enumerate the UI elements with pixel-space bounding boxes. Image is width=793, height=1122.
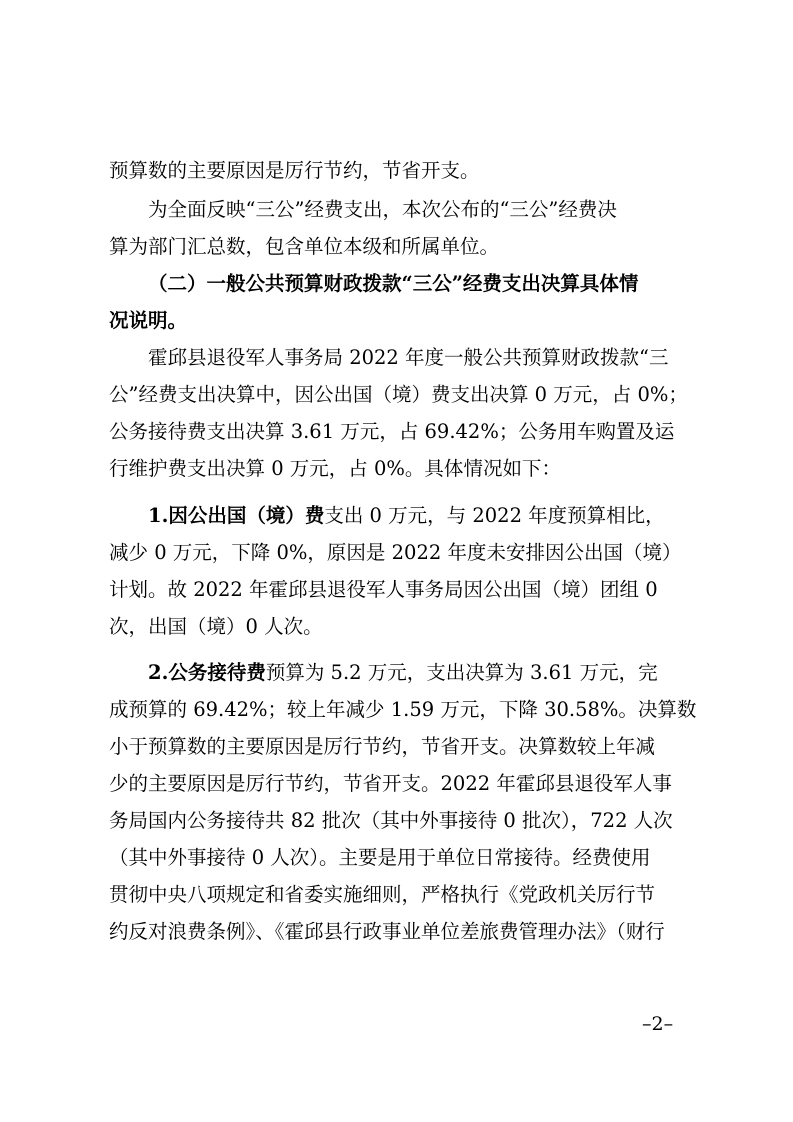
paragraph-line: [148, 505, 665, 527]
paragraph-line: 为全面反映“三公”经费支出，本次公布的“三公”经费决: [148, 198, 617, 221]
paragraph-line: 行维护费支出决算 0 万元，占 0%。具体情况如下：: [109, 457, 561, 480]
paragraph-line: 公”经费支出决算中，因公出国（境）费支出决算 0 万元，占 0%；: [109, 383, 688, 406]
paragraph-line: 计划。故 2022 年霍邱县退役军人事务局因公出国（境）团组 0: [109, 578, 658, 601]
paragraph-line: 公务接待费支出决算 3.61 万元，占 69.42%；公务用车购置及运: [109, 420, 675, 443]
item-text: 支出 0 万元，与 2022 年度预算相比，: [324, 504, 665, 527]
item-heading: 1.因公出国（境）费: [148, 504, 325, 527]
section-heading: （二）一般公共预算财政拨款“三公”经费支出决算具体情: [148, 272, 639, 295]
section-heading: 况说明。: [109, 309, 188, 332]
paragraph-line: [148, 662, 658, 684]
item-text: 预算为 5.2 万元，支出决算为 3.61 万元，完: [265, 661, 658, 684]
paragraph-line: 次，出国（境）0 人次。: [109, 615, 323, 638]
paragraph-line: 减少 0 万元，下降 0%，原因是 2022 年度未安排因公出国（境）: [109, 541, 682, 564]
page-number: –2–: [642, 1013, 674, 1035]
item-heading: 2.公务接待费: [148, 661, 266, 684]
paragraph-line: 预算数的主要原因是厉行节约，节省开支。: [109, 159, 480, 182]
paragraph-line: （其中外事接待 0 人次）。主要是用于单位日常接待。经费使用: [109, 846, 651, 869]
paragraph-line: 贯彻中央八项规定和省委实施细则，严格执行《党政机关厉行节: [109, 883, 656, 906]
paragraph-line: 成预算的 69.42%；较上年减少 1.59 万元，下降 30.58%。决算数: [109, 698, 697, 721]
paragraph-line: 小于预算数的主要原因是厉行节约，节省开支。决算数较上年减: [109, 735, 656, 758]
paragraph-line: 算为部门汇总数，包含单位本级和所属单位。: [109, 235, 500, 258]
paragraph-line: 务局国内公务接待共 82 批次（其中外事接待 0 批次），722 人次: [109, 809, 673, 832]
paragraph-line: 霍邱县退役军人事务局 2022 年度一般公共预算财政拨款“三: [148, 346, 669, 369]
paragraph-line: 少的主要原因是厉行节约，节省开支。2022 年霍邱县退役军人事: [109, 772, 672, 795]
paragraph-line: 约反对浪费条例》、《霍邱县行政事业单位差旅费管理办法》（财行: [109, 920, 665, 943]
